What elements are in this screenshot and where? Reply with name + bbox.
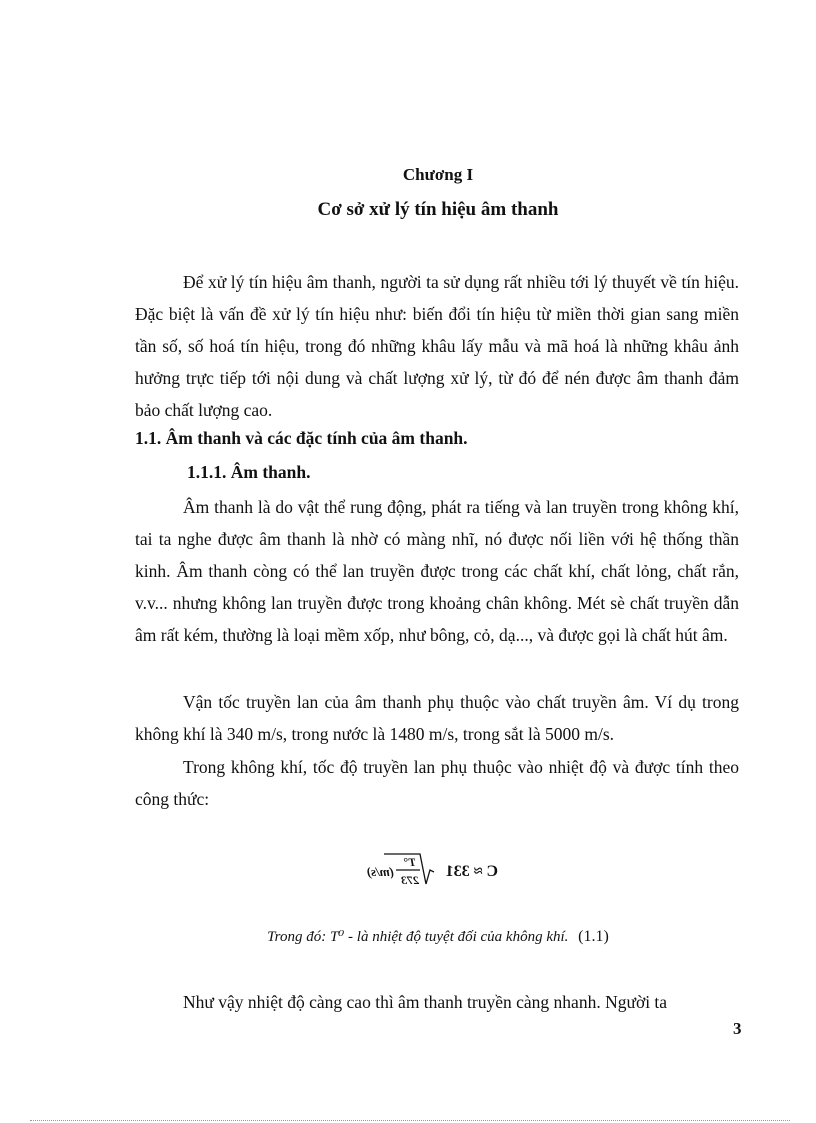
subsection-heading: 1.1.1. Âm thanh. — [187, 462, 311, 482]
equation-number: (1.1) — [578, 928, 609, 945]
sound-paragraph: Âm thanh là do vật thể rung động, phát ra tiếng và lan truyền trong không khí, tai ta nghe được âm thanh là nhờ có màng nhĩ, nó được nối liền với hệ thống thần kinh. Âm thanh còng có thể lan truyền được trong các chất khí, chất lỏng, chất rắn, v.v... nhưng không lan truyền được trong khoảng chân không. Mét sè chất truyền dẫn âm rất kém, thường là loại mềm xốp, như bông, cỏ, dạ..., và được gọi là chất hút âm. — [135, 497, 739, 645]
chapter-label: Chương I — [402, 165, 474, 184]
closing-paragraph: Như vậy nhiệt độ càng cao thì âm thanh truyền càng nhanh. Người ta — [183, 992, 668, 1012]
formula-lhs: C ≈ 331 — [445, 863, 498, 880]
formula-caption — [0, 927, 816, 946]
section-heading: 1.1. Âm thanh và các đặc tính của âm thanh. — [135, 428, 468, 448]
footer-divider — [30, 1120, 790, 1121]
formula-unit: (m/s) — [366, 864, 394, 879]
speed-paragraph: Vận tốc truyền lan của âm thanh phụ thuộc vào chất truyền âm. Ví dụ trong không khí là 340 m/s, trong nước là 1480 m/s, trong sắt là 5000 m/s. — [135, 692, 739, 744]
formula-denominator: 273 — [401, 873, 419, 887]
intro-paragraph: Để xử lý tín hiệu âm thanh, người ta sử dụng rất nhiều tới lý thuyết về tín hiệu. Đặc biệt là vấn đề xử lý tín hiệu như: biến đổi tín hiệu từ miền thời gian sang miền tần số, số hoá tín hiệu, trong đó những khâu lấy mẫu và mã hoá là những khâu ảnh hưởng trực tiếp tới nội dung và chất lượng xử lý, từ đó để nén được âm thanh đảm bảo chất lượng cao. — [135, 272, 739, 420]
formula-numerator: T° — [403, 855, 416, 869]
chapter-title: Cơ sở xử lý tín hiệu âm thanh — [317, 199, 559, 220]
temperature-paragraph: Trong không khí, tốc độ truyền lan phụ thuộc vào nhiệt độ và được tính theo công thức: — [135, 757, 739, 809]
caption-text: Trong đó: T⁰ - là nhiệt độ tuyệt đối của không khí. — [267, 929, 569, 945]
speed-formula — [340, 848, 500, 892]
page-number: 3 — [733, 1019, 742, 1038]
formula-image — [340, 848, 500, 892]
